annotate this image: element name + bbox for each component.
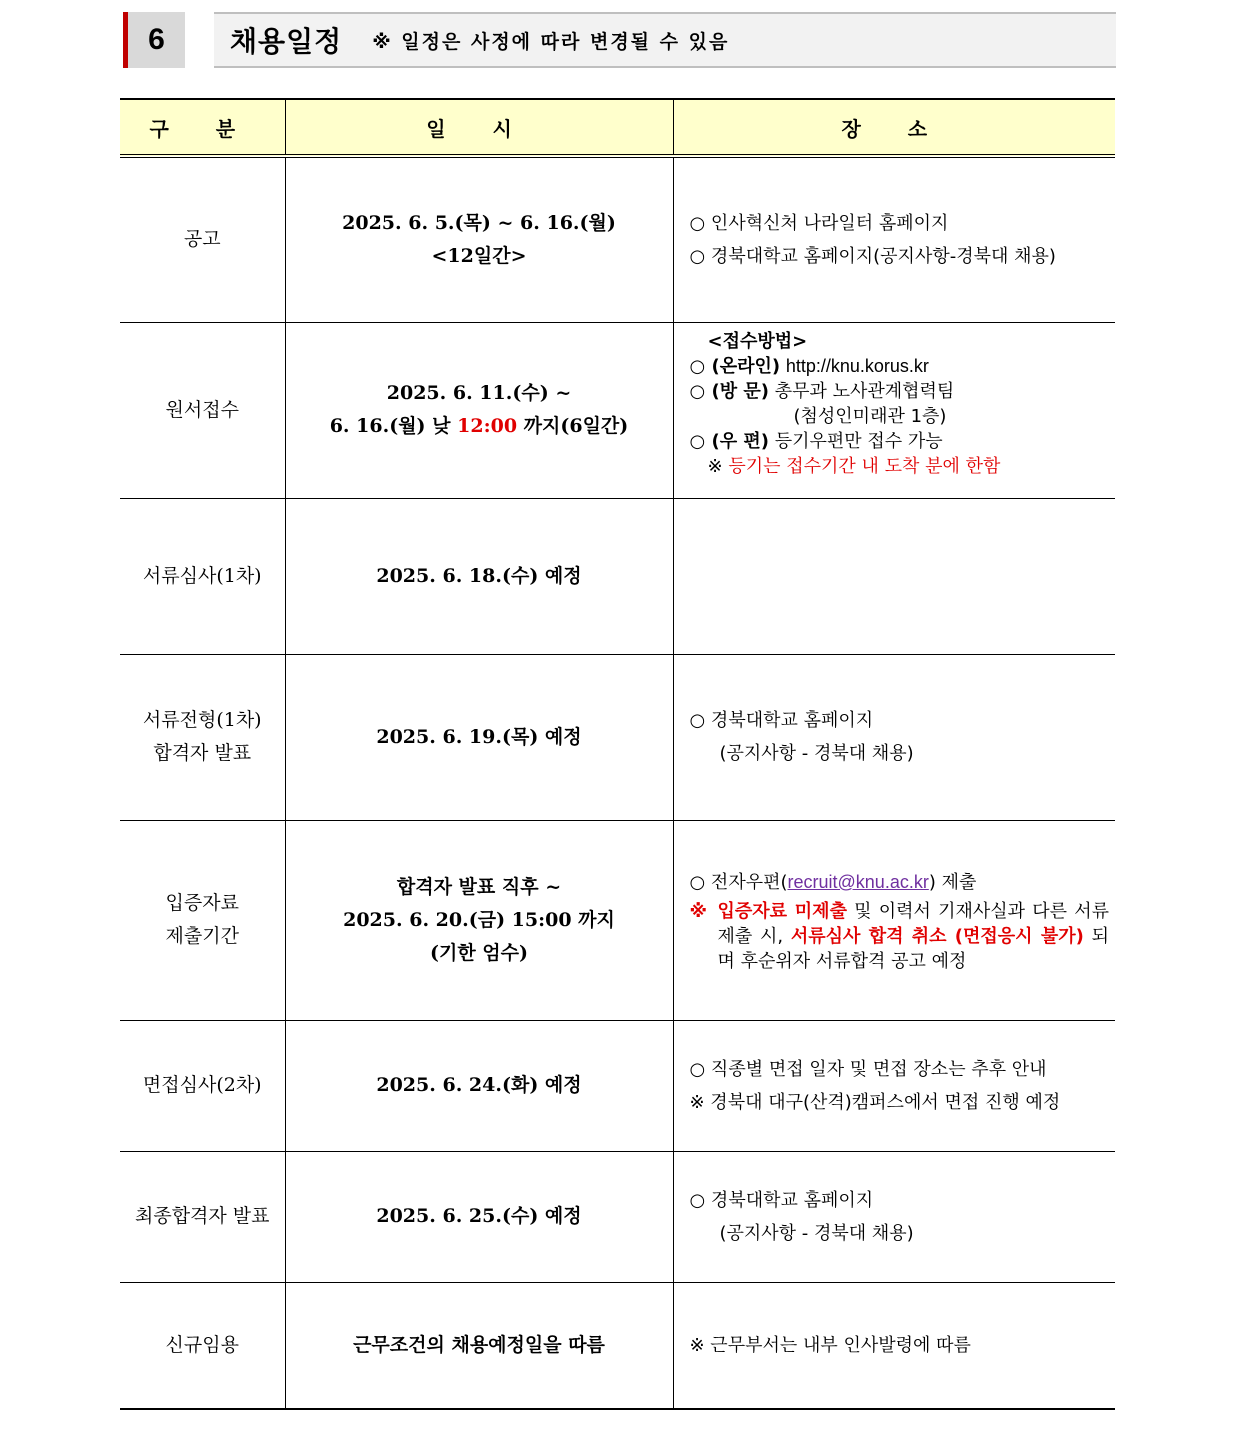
category-line: 합격자 발표 [153, 742, 252, 764]
date-cell: 근무조건의 채용예정일을 따름 [285, 1282, 673, 1409]
place-line: ○ 직종별 면접 일자 및 면접 장소는 추후 안내 [689, 1058, 1047, 1080]
date-cell: 2025. 6. 25.(수) 예정 [285, 1151, 673, 1282]
email-pre: ○ 전자우편( [689, 872, 788, 893]
category-cell: 신규임용 [120, 1282, 285, 1409]
table-row [120, 1151, 1115, 1282]
table-row [120, 156, 1115, 322]
table-header-row [120, 99, 1115, 156]
mail-note-text: 등기는 접수기간 내 도착 분에 한함 [728, 455, 1001, 477]
place-cell [673, 1151, 1115, 1282]
table-row [120, 322, 1115, 498]
category-cell: 면접심사(2차) [120, 1020, 285, 1151]
visit-line [690, 379, 1110, 404]
online-url: http://knu.korus.kr [785, 355, 929, 376]
category-cell: 서류심사(1차) [120, 498, 285, 654]
date-text: 6. 16.(월) 낮 [329, 415, 458, 437]
place-cell [673, 322, 1115, 498]
category-cell [120, 654, 285, 820]
deadline-time: 12:00 [457, 415, 518, 437]
section-header [214, 12, 1116, 68]
table-row [120, 1020, 1115, 1151]
date-line: (기한 엄수) [429, 941, 528, 964]
date-line: <12일간> [431, 244, 527, 267]
note-mark: ※ [707, 455, 723, 477]
table-row [120, 498, 1115, 654]
method-title: <접수방법> [707, 330, 808, 352]
category-line: 입증자료 [165, 892, 239, 914]
table-row [120, 820, 1115, 1020]
mail-value: 등기우편만 접수 가능 [774, 430, 943, 452]
mail-line [690, 429, 1110, 454]
place-line: ○ 경북대학교 홈페이지 [689, 1189, 874, 1211]
notice-text [718, 899, 1110, 974]
place-cell [673, 820, 1115, 1020]
online-label: ○ (온라인) [689, 355, 781, 377]
place-cell: ※ 근무부서는 내부 인사발령에 따름 [673, 1282, 1115, 1409]
place-line: ○ 경북대학교 홈페이지(공지사항-경북대 채용) [689, 245, 1056, 267]
date-line [286, 410, 673, 443]
section-number: 6 [123, 12, 185, 68]
place-line: (공지사항 - 경북대 채용) [719, 1222, 914, 1244]
date-cell: 2025. 6. 18.(수) 예정 [285, 498, 673, 654]
category-line: 서류전형(1차) [142, 709, 262, 731]
place-line: ※ 경북대 대구(산격)캠퍼스에서 면접 진행 예정 [689, 1091, 1061, 1113]
date-text: 까지(6일간) [517, 415, 629, 437]
date-line: 합격자 발표 직후 ~ [396, 875, 562, 898]
notice-text-1: 및 이력서 기재사실과 다른 서류 제출 시, [717, 901, 1110, 947]
date-line: 2025. 6. 20.(금) 15:00 까지 [343, 908, 615, 931]
notice-text-2: 되며 후순위자 서류합격 공고 예정 [717, 926, 1109, 972]
visit-line-2: (첨성인미래관 1층) [793, 405, 947, 427]
notice-block [690, 899, 1110, 974]
date-cell [285, 820, 673, 1020]
category-cell: 공고 [120, 156, 285, 322]
date-line: 2025. 6. 5.(목) ~ 6. 16.(월) [342, 211, 616, 234]
place-cell [673, 156, 1115, 322]
notice-mark: ※ [689, 901, 707, 922]
email-line [690, 866, 1110, 899]
section-note: ※ 일정은 사정에 따라 변경될 수 있음 [372, 30, 730, 53]
date-cell [285, 156, 673, 322]
date-cell: 2025. 6. 19.(목) 예정 [285, 654, 673, 820]
table-row [120, 654, 1115, 820]
section-title: 채용일정 [230, 25, 343, 58]
schedule-table [120, 98, 1115, 1410]
email-link[interactable]: recruit@knu.ac.kr [787, 872, 929, 892]
online-line [690, 354, 1110, 379]
category-cell: 원서접수 [120, 322, 285, 498]
email-post: ) 제출 [928, 872, 977, 893]
visit-value: 총무과 노사관계협력팀 [774, 380, 955, 402]
date-cell: 2025. 6. 24.(화) 예정 [285, 1020, 673, 1151]
category-cell: 최종합격자 발표 [120, 1151, 285, 1282]
category-cell [120, 820, 285, 1020]
place-line: ○ 경북대학교 홈페이지 [689, 710, 874, 731]
header-date: 일 시 [285, 99, 673, 156]
date-line: 2025. 6. 11.(수) ~ [386, 382, 572, 404]
table-row [120, 1282, 1115, 1409]
place-cell [673, 498, 1115, 654]
date-cell [285, 322, 673, 498]
place-line: ○ 인사혁신처 나라일터 홈페이지 [689, 212, 949, 234]
header-category: 구 분 [120, 99, 285, 156]
visit-label: ○ (방 문) [689, 380, 769, 402]
place-cell [673, 1020, 1115, 1151]
header-place: 장 소 [673, 99, 1115, 156]
place-line: (공지사항 - 경북대 채용) [719, 743, 914, 764]
category-line: 제출기간 [165, 925, 239, 947]
mail-label: ○ (우 편) [689, 430, 769, 452]
mail-note [690, 454, 1110, 479]
notice-red-1: 입증자료 미제출 [717, 901, 847, 922]
notice-red-2: 서류심사 합격 취소 (면접응시 불가) [790, 926, 1084, 947]
place-cell [673, 654, 1115, 820]
